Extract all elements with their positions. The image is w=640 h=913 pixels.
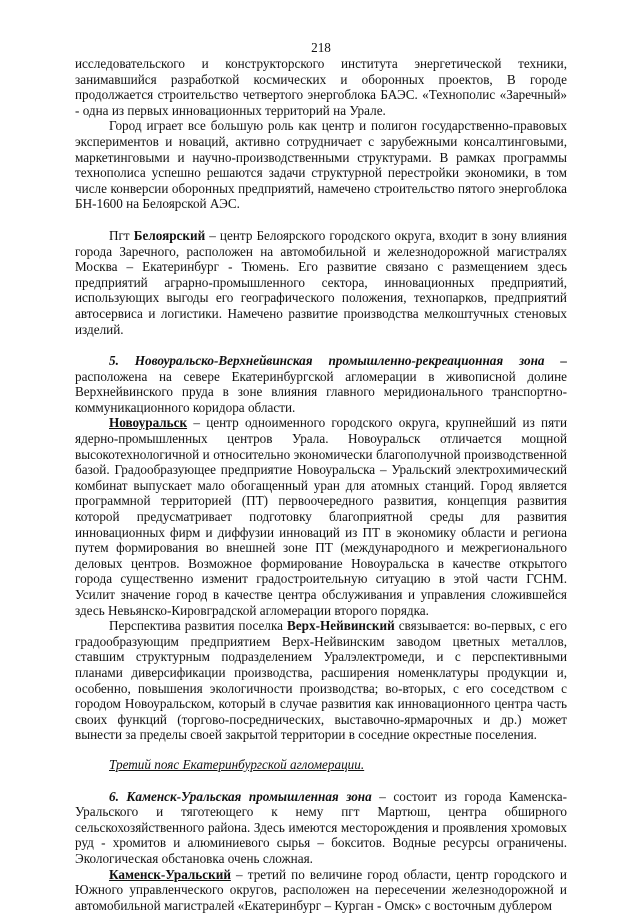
paragraph-lead: Пгт xyxy=(109,228,134,243)
paragraph-text: – центр Белоярского городского округа, входит в зону влияния города Заречного, расположен на автомобильной и железнодорожной магистралях Москва – Екатеринбург - Тюмень. Его развитие связано с размещением здесь предприятий аграрно-промышленного сектора, инновационных предприятий, использующих выгоды его географического положения, технопарков, предприятий автосервиса и логистики. Намечено развитие производства мелкоштучных стеновых изделий. xyxy=(75,228,567,337)
paragraph-zone-5 xyxy=(75,353,567,415)
paragraph-novouralsk xyxy=(75,415,567,618)
paragraph-text: расположена на севере Екатеринбургской агломерации в живописной долине Верхнейвинского пруда в зоне влияния главного меридионального транспортно-коммуникационного коридора области. xyxy=(75,369,567,415)
paragraph-text: – центр одноименного городского округа, крупнейший из пяти ядерно-промышленных центров Урала. Новоуральск отличается мощной высокотехнологичной и относительно экономически благополучной производственной базой. Градообразующее предприятие Новоуральска – Уральский электрохимический комбинат выпускает мало обогащенный уран для атомных станций. Город является программной территорией (ПТ) первоочередного развития, концепция развития которой предусматривает подготовку благоприятной среды для развития инновационных фирм и диффузии инноваций из ПТ в экономику области и региона путем формирования во внешней зоне ПТ (международного и межрегионального деловых центров. Возможное формирование Новоуральска в качестве открытого города существенно изменит градостроительную ситуацию в этой части ГСНМ. Усилит значение город в качестве центра обслуживания и управления сложившейся здесь Невьянско-Кировградской агломерации второго порядка. xyxy=(75,415,567,617)
paragraph-lead: Перспектива развития поселка xyxy=(109,618,287,633)
paragraph-city-role: Город играет все большую роль как центр и полигон государственно-правовых экспериментов и новаций, активно сотрудничает с зарубежными консалтинговыми, маркетинговыми и научно-производственными структурами. В рамках программы технополиса успешно решаются задачи структурной перестройки экономики, в том числе конверсии оборонных предприятий, намечено строительство пятого энергоблока БН-1600 на Белоярской АЭС. xyxy=(75,118,567,212)
spacer xyxy=(75,337,567,353)
paragraph-zone-6 xyxy=(75,789,567,867)
place-name-novouralsk: Новоуральск xyxy=(109,415,187,430)
page-number: 218 xyxy=(75,40,567,56)
document-page xyxy=(75,0,567,913)
place-name-kamensk-uralsky: Каменск-Уральский xyxy=(109,867,231,882)
spacer xyxy=(75,743,567,757)
section-heading xyxy=(75,757,567,773)
place-name-beloyarsky: Белоярский xyxy=(134,228,205,243)
section-heading-text: Третий пояс Екатеринбургской агломерации. xyxy=(109,757,364,772)
paragraph-kamensk-uralsky xyxy=(75,867,567,913)
paragraph-text: – состоит из города Каменска-Уральского и тяготеющего к нему пгт Мартюш, центра обширного сельскохозяйственного района. Здесь имеются месторождения и проявления хромовых руд - хромитов и алюминиевого сырья – бокситов. Водные ресурсы ограничены. Экологическая обстановка очень сложная. xyxy=(75,789,567,866)
paragraph-continuation: исследовательского и конструкторского института энергетической техники, занимавшийся разработкой космических и оборонных проектов, В городе продолжается строительство четвертого энергоблока БАЭС. «Технополис «Заречный» - одна из первых инновационных территорий на Урале. xyxy=(75,56,567,118)
paragraph-beloyarsky xyxy=(75,228,567,337)
spacer xyxy=(75,773,567,789)
place-name-verkh-neyvinsky: Верх-Нейвинский xyxy=(287,618,395,633)
zone-6-heading: 6. Каменск-Уральская промышленная зона xyxy=(109,789,372,804)
paragraph-text: – третий по величине город области, центр городского и Южного управленческого округов, расположен на пересечении железнодорожной и автомобильной магистралей «Екатеринбург – Курган - Омск» с восточным дублером xyxy=(75,867,567,913)
spacer xyxy=(75,212,567,228)
paragraph-text: связывается: во-первых, с его градообразующим предприятием Верх-Нейвинским заводом цветных металлов, ставшим структурным подразделением Уралэлектромеди, и с перспективными планами диверсификации производства, расширения номенклатуры продукции и, особенно, повышения экологичности производства; во-вторых, с его соседством с городом Новоуральском, который в случае развития как инновационного центра часть своих функций (торгово-посреднических, выставочно-ярмарочных и др.) может вынести за пределы своей закрытой территории в соседние окрестные поселения. xyxy=(75,618,567,742)
zone-5-heading: 5. Новоуральско-Верхнейвинская промышленно-рекреационная зона – xyxy=(109,353,567,368)
paragraph-verkh-neyvinsky xyxy=(75,618,567,743)
